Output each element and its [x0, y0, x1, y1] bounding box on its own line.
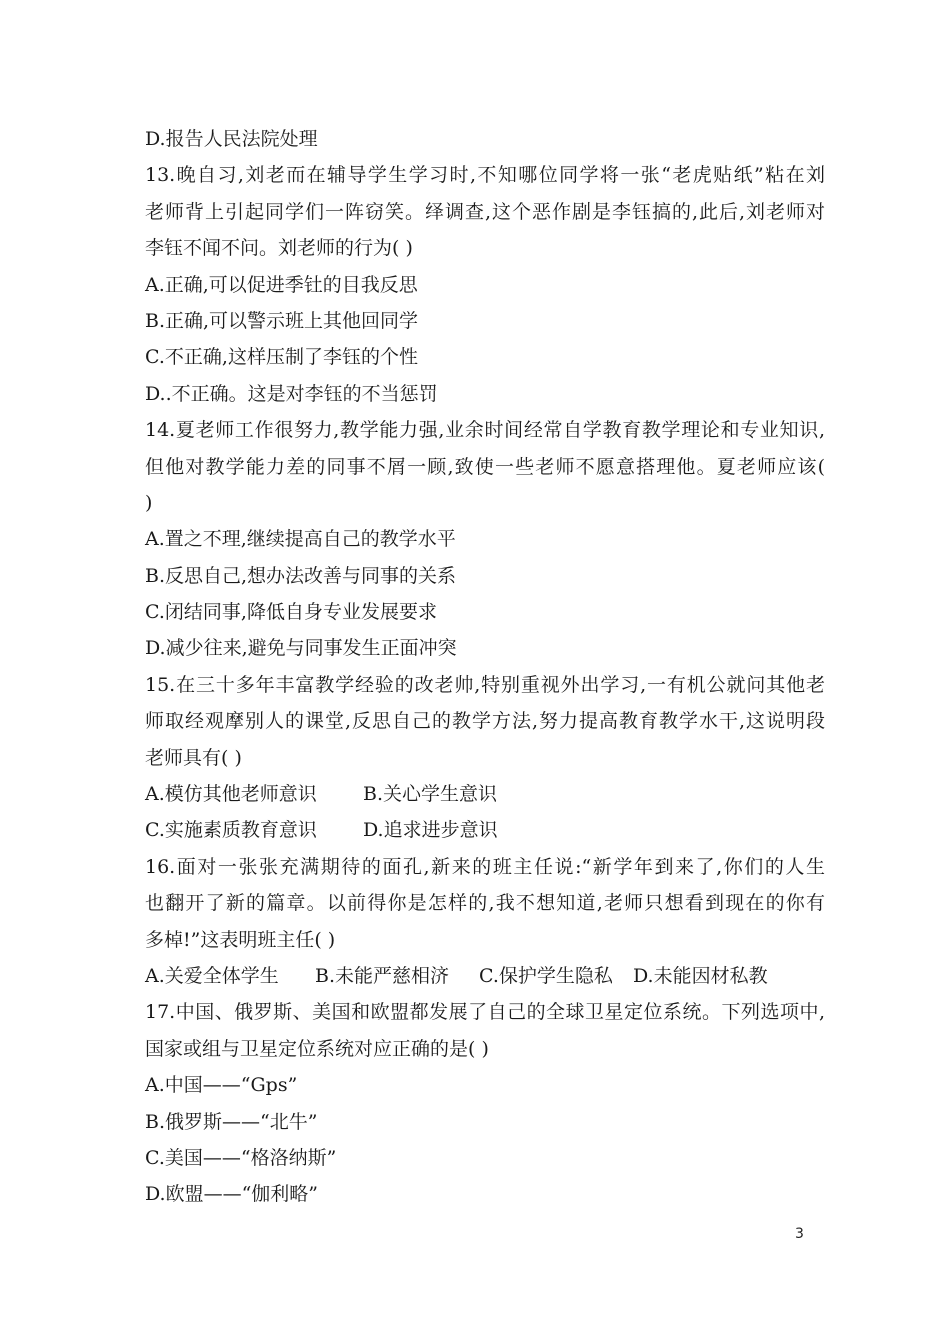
q15-option-c: C.实施素质教育意识: [145, 819, 317, 842]
q16-stem-line: 也翻开了新的篇章。以前得你是怎样的,我不想知道,老师只想看到现在的你有: [145, 892, 825, 915]
question-17: [145, 994, 825, 1212]
q13-option-d: D..不正确。这是对李钰的不当惩罚: [145, 382, 438, 405]
q15-stem-line: 15.在三十多年丰富教学经验的改老帅,特别重视外出学习,一有机公就问其他老: [145, 673, 825, 696]
q17-option-c: C.美国——“格洛纳斯”: [145, 1146, 337, 1169]
q17-stem-line: 17.中国、俄罗斯、美国和欧盟都发展了自己的全球卫星定位系统。下列选项中,: [145, 1001, 825, 1024]
q17-stem-line: 国家或组与卫星定位系统对应正确的是( ): [145, 1037, 489, 1060]
q15-option-d: D.追求进步意识: [363, 819, 498, 842]
question-16: [145, 849, 825, 995]
q14-option-a: A.置之不理,继续提高自己的教学水平: [145, 528, 456, 551]
question-14: [145, 412, 825, 667]
q13-stem-line: 老师背上引起同学们一阵窃笑。绎调查,这个恶作剧是李钰搞的,此后,刘老师对: [145, 200, 825, 223]
q16-stem-line: 16.面对一张张充满期待的面孔,新来的班主任说:“新学年到来了,你们的人生: [145, 855, 825, 878]
q14-stem-line: 但他对教学能力差的同事不屑一顾,致使一些老师不愿意搭理他。夏老师应该(: [145, 455, 825, 478]
q13-option-b: B.正确,可以警示班上其他回同学: [145, 309, 419, 332]
q13-option-c: C.不正确,这样压制了李钰的个性: [145, 346, 418, 369]
q16-option-b: B.未能严慈相济: [315, 964, 450, 987]
q13-stem-line: 李钰不闻不问。刘老师的行为( ): [145, 237, 413, 260]
q14-stem-line: ): [145, 491, 153, 514]
q15-option-b: B.关心学生意识: [363, 783, 498, 806]
q15-stem-line: 老师具有( ): [145, 746, 242, 769]
q15-option-a: A.模仿其他老师意识: [145, 783, 317, 806]
question-13: [145, 157, 825, 412]
page-content: [145, 121, 825, 1213]
q15-options-row: [145, 776, 825, 812]
question-15: [145, 667, 825, 849]
q16-option-c: C.保护学生隐私: [479, 964, 613, 987]
q17-option-b: B.俄罗斯——“北牛”: [145, 1110, 318, 1133]
q14-option-d: D.减少往来,避免与同事发生正面冲突: [145, 637, 457, 660]
q12-option-d: D.报告人民法院处理: [145, 128, 318, 150]
q14-stem-line: 14.夏老师工作很努力,教学能力强,业余时间经常自学教育教学理论和专业知识,: [145, 419, 825, 442]
q17-option-d: D.欧盟——“伽利略”: [145, 1183, 319, 1206]
q16-options-row: [145, 958, 825, 994]
q13-stem-line: 13.晚自习,刘老而在辅导学生学习时,不知哪位同学将一张“老虎贴纸”粘在刘: [145, 164, 825, 187]
q15-stem-line: 师取经观摩别人的课堂,反思自己的教学方法,努力提高教育教学水干,这说明段: [145, 710, 825, 733]
q15-options-row: [145, 812, 825, 848]
page-number: 3: [795, 1226, 804, 1242]
q17-option-a: A.中国——“Gps”: [145, 1074, 298, 1097]
q14-option-c: C.闭结同事,降低自身专业发展要求: [145, 601, 437, 624]
q16-option-d: D.未能因材私教: [633, 964, 768, 987]
q16-option-a: A.关爱全体学生: [145, 964, 279, 987]
q14-option-b: B.反思自己,想办法改善与同事的关系: [145, 564, 457, 587]
q16-stem-line: 多棹!”这表明班主任( ): [145, 928, 336, 951]
q13-option-a: A.正确,可以促进季钍的目我反思: [145, 273, 418, 296]
